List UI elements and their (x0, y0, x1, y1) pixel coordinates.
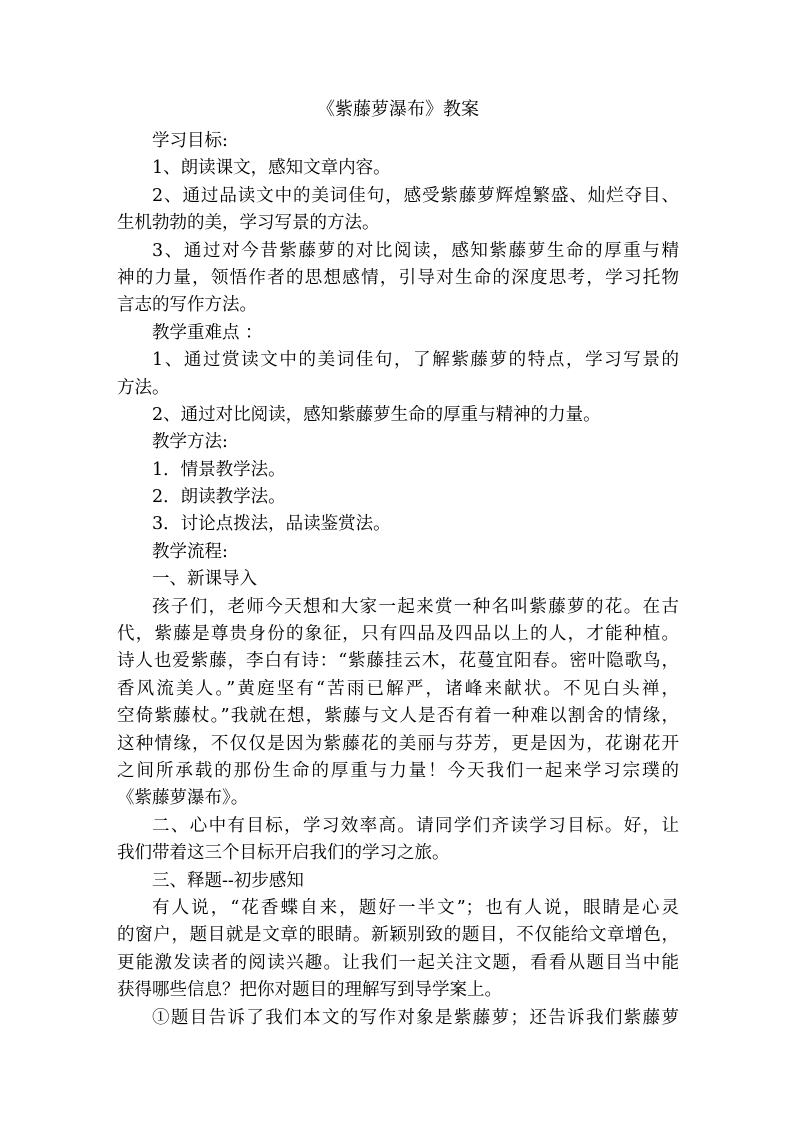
text-line: 生机勃勃的美，学习写景的方法。 (117, 213, 380, 234)
text-line: 更能激发读者的阅读兴趣。让我们一起关注文题，看看从题目当中能 (117, 952, 679, 973)
text-line: 的窗户，题目就是文章的眼睛。新颖别致的题目，不仅能给文章增色， (117, 925, 679, 946)
text-line: 《紫藤萝瀑布》。 (117, 788, 249, 809)
text-line: 我们带着这三个目标开启我们的学习之旅。 (117, 843, 450, 864)
text-line: 言志的写作方法。 (117, 295, 257, 316)
text-line: 空倚紫藤杖。”我就在想，紫藤与文人是否有着一种难以割舍的情缘， (117, 706, 679, 727)
text-line: 教学重难点 ： (152, 322, 263, 343)
text-line: 神的力量，领悟作者的思想感情，引导对生命的深度思考，学习托物 (117, 267, 679, 288)
text-line: 教学方法: (152, 432, 228, 453)
text-line: 1．情景教学法。 (152, 459, 286, 480)
document-title: 《紫藤萝瀑布》教案 (317, 99, 479, 120)
text-line: 有人说，“花香蝶自来，题好一半文”；也有人说，眼睛是心灵 (152, 897, 679, 918)
text-line: 3．讨论点拨法，品读鉴赏法。 (152, 514, 391, 535)
document-page (117, 92, 679, 1032)
text-line: ①题目告诉了我们本文的写作对象是紫藤萝；还告诉我们紫藤萝 (152, 1007, 679, 1028)
text-line: 三、释题--初步感知 (152, 870, 304, 891)
text-line: 教学流程: (152, 541, 228, 562)
text-line: 诗人也爱紫藤，李白有诗：“紫藤挂云木，花蔓宜阳春。密叶隐歌鸟， (117, 651, 679, 672)
text-line: 2．朗读教学法。 (152, 487, 286, 508)
text-line: 之间所承载的那份生命的厚重与力量！今天我们一起来学习宗璞的 (117, 760, 679, 781)
text-line: 1、通过赏读文中的美词佳句，了解紫藤萝的特点，学习写景的 (152, 350, 679, 371)
text-line: 3、通过对今昔紫藤萝的对比阅读，感知紫藤萝生命的厚重与精 (152, 240, 679, 261)
text-line: 代，紫藤是尊贵身份的象征，只有四品及四品以上的人，才能种植。 (117, 624, 679, 645)
text-line: 获得哪些信息？把你对题目的理解写到导学案上。 (117, 980, 502, 1001)
text-line: 孩子们，老师今天想和大家一起来赏一种名叫紫藤萝的花。在古 (152, 596, 679, 617)
text-line: 学习目标: (152, 131, 228, 151)
document-body (117, 128, 679, 1032)
text-line: 一、新课导入 (152, 569, 257, 590)
text-line: 这种情缘，不仅仅是因为紫藤花的美丽与芬芳，更是因为，花谢花开 (117, 733, 679, 754)
text-line: 方法。 (117, 377, 170, 398)
text-line: 二、心中有目标，学习效率高。请同学们齐读学习目标。好，让 (152, 815, 679, 836)
text-line: 2、通过对比阅读，感知紫藤萝生命的厚重与精神的力量。 (152, 404, 601, 425)
text-line: 2、通过品读文中的美词佳句，感受紫藤萝辉煌繁盛、灿烂夺目、 (152, 185, 679, 206)
text-line: 香风流美人。”黄庭坚有“苦雨已解严，诸峰来献状。不见白头禅， (117, 678, 679, 699)
text-line: 1、朗读课文，感知文章内容。 (152, 158, 391, 179)
